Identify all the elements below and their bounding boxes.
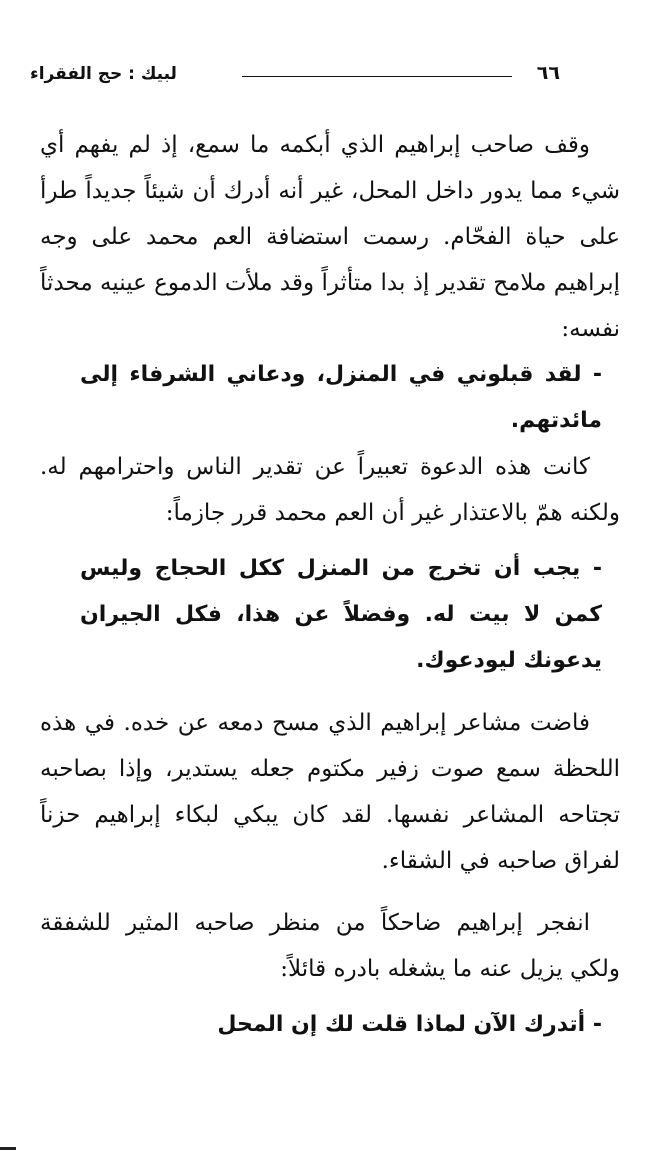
dialogue-1: - لقد قبلوني في المنزل، ودعاني الشرفاء إلى مائدتهم. [80,362,602,433]
dialogue-2: - يجب أن تخرج من المنزل ككل الحجاج وليس كمن لا بيت له. وفضلاً عن هذا، فكل الجيران يدعونك ليودعوك. [80,556,602,673]
header-rule [242,76,512,77]
paragraph-4: انفجر إبراهيم ضاحكاً من منظر صاحبه المثير للشفقة ولكي يزيل عنه ما يشغله بادره قائلاً: [40,910,620,982]
page-number: ٦٦ [536,62,560,84]
dialogue-3: - أتدرك الآن لماذا قلت لك إن المحل [217,1012,602,1037]
paragraph-1: وقف صاحب إبراهيم الذي أبكمه ما سمع، إذ لم يفهم أي شيء مما يدور داخل المحل، غير أنه أدرك أن شيئاً جديداً طرأ على حياة الفحّام. رسمت استضافة العم محمد على وجه إبراهيم ملامح تقدير إذ بدا متأثراً وقد ملأت الدموع عينيه محدثاً نفسه: [40,132,620,342]
scan-edge-mark [0,1147,16,1150]
paragraph-2: كانت هذه الدعوة تعبيراً عن تقدير الناس واحترامهم له. ولكنه همّ بالاعتذار غير أن العم محمد قرر جازماً: [40,454,620,526]
page-header [30,62,560,92]
paragraph-3: فاضت مشاعر إبراهيم الذي مسح دمعه عن خده. في هذه اللحظة سمع صوت زفير مكتوم جعله يستدير، وإذا بصاحبه تجتاحه المشاعر نفسها. لقد كان يبكي لبكاء إبراهيم حزناً لفراق صاحبه في الشقاء. [40,710,620,874]
body-text [40,122,620,1048]
running-title: لبيك : حج الفقراء [30,64,177,84]
